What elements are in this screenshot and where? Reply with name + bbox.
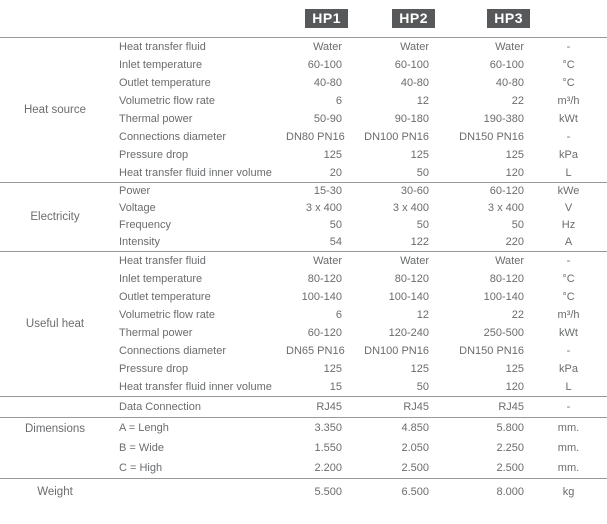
column-badge-hp3: HP3	[487, 9, 530, 28]
value-cell-hp2: 12	[416, 309, 429, 321]
unit-cell: V	[564, 202, 573, 214]
unit-cell: m³/h	[557, 309, 580, 321]
group-label: Useful heat	[0, 252, 110, 397]
param-label: Connections diameter	[119, 345, 227, 357]
value-cell-hp1: 5.500	[286, 479, 348, 507]
unit-cell: -	[566, 345, 571, 357]
unit-cell: -	[530, 38, 607, 57]
value-cell-hp2: 40-80	[400, 77, 429, 89]
value-cell-hp1: DN80 PN16	[286, 131, 345, 143]
value-cell-hp3: 250-500	[483, 327, 524, 339]
value-cell-hp3: 120	[505, 381, 524, 393]
value-cell-hp3: 80-120	[489, 273, 524, 285]
unit-cell: kg	[530, 479, 607, 507]
table-row	[0, 479, 607, 507]
param-label: A = Lengh	[110, 418, 286, 439]
value-cell-hp3: 60-120	[435, 183, 530, 201]
value-cell-hp1: 54	[329, 236, 342, 248]
param-label: Power	[110, 183, 286, 201]
unit-cell: mm.	[557, 442, 580, 454]
table-row	[0, 38, 607, 57]
param-label: Outlet temperature	[119, 77, 211, 89]
unit-cell: °C	[562, 77, 575, 89]
unit-cell: kPa	[559, 363, 578, 375]
value-cell-hp1: 2.200	[314, 462, 342, 474]
value-cell-hp2: 30-60	[348, 183, 435, 201]
value-cell-hp1: Water	[286, 252, 348, 271]
value-cell-hp2: 2.050	[401, 442, 429, 454]
value-cell-hp1: 50	[329, 219, 342, 231]
param-label: Pressure drop	[119, 149, 189, 161]
column-header-cell	[348, 0, 435, 38]
value-cell-hp1: 3.350	[286, 418, 348, 439]
param-label	[110, 479, 286, 507]
value-cell-hp2: 90-180	[394, 113, 429, 125]
value-cell-hp3: 2.250	[496, 442, 524, 454]
value-cell-hp1: 6	[335, 95, 342, 107]
group-label	[0, 397, 110, 418]
value-cell-hp3: 2.500	[496, 462, 524, 474]
value-cell-hp2: 100-140	[388, 291, 429, 303]
value-cell-hp1: 125	[323, 149, 342, 161]
table-row	[0, 183, 607, 201]
value-cell-hp2: DN100 PN16	[364, 345, 429, 357]
unit-cell: °C	[562, 273, 575, 285]
table-row	[0, 397, 607, 418]
param-label: Heat transfer fluid	[110, 252, 286, 271]
unit-cell: kWt	[559, 113, 578, 125]
param-label: Volumetric flow rate	[119, 309, 215, 321]
value-cell-hp1: RJ45	[286, 397, 348, 418]
value-cell-hp2: Water	[348, 38, 435, 57]
param-label: Intensity	[119, 236, 160, 248]
param-label: Heat transfer fluid	[110, 38, 286, 57]
value-cell-hp3: 22	[511, 309, 524, 321]
value-cell-hp2: RJ45	[348, 397, 435, 418]
value-cell-hp3: 100-140	[483, 291, 524, 303]
param-label: Pressure drop	[119, 363, 189, 375]
param-label: Heat transfer fluid inner volume	[119, 167, 272, 179]
value-cell-hp1: 3 x 400	[305, 202, 342, 214]
param-label: Thermal power	[119, 113, 193, 125]
value-cell-hp3: 8.000	[435, 479, 530, 507]
unit-cell: -	[566, 131, 571, 143]
value-cell-hp1: 50-90	[313, 113, 342, 125]
param-label: Data Connection	[110, 397, 286, 418]
value-cell-hp1: 125	[323, 363, 342, 375]
value-cell-hp2: 80-120	[394, 273, 429, 285]
param-label: Connections diameter	[119, 131, 227, 143]
group-label: Electricity	[0, 183, 110, 252]
param-label: Inlet temperature	[119, 273, 203, 285]
value-cell-hp1: 60-120	[307, 327, 342, 339]
value-cell-hp3: Water	[435, 38, 530, 57]
value-cell-hp3: DN150 PN16	[459, 131, 524, 143]
param-label: Heat transfer fluid inner volume	[119, 381, 272, 393]
header-units-spacer	[530, 0, 607, 38]
table-row	[0, 418, 607, 439]
param-label: C = High	[119, 462, 163, 474]
value-cell-hp1: 60-100	[307, 59, 342, 71]
param-label: B = Wide	[119, 442, 164, 454]
value-cell-hp3: 22	[511, 95, 524, 107]
value-cell-hp3: 120	[505, 167, 524, 179]
value-cell-hp2: 120-240	[388, 327, 429, 339]
header-row	[0, 0, 607, 38]
unit-cell: mm.	[557, 462, 580, 474]
group-label: Dimensions	[0, 418, 110, 479]
unit-cell: A	[564, 236, 573, 248]
unit-cell: L	[565, 381, 572, 393]
value-cell-hp2: DN100 PN16	[364, 131, 429, 143]
value-cell-hp1: 40-80	[313, 77, 342, 89]
value-cell-hp3: 40-80	[495, 77, 524, 89]
value-cell-hp1: 15	[329, 381, 342, 393]
unit-cell: kWe	[530, 183, 607, 201]
unit-cell: Hz	[561, 219, 576, 231]
value-cell-hp3: 3 x 400	[487, 202, 524, 214]
value-cell-hp3: DN150 PN16	[459, 345, 524, 357]
value-cell-hp2: 6.500	[348, 479, 435, 507]
value-cell-hp1: 15-30	[286, 183, 348, 201]
value-cell-hp3: 125	[505, 363, 524, 375]
value-cell-hp3: 50	[511, 219, 524, 231]
value-cell-hp2: 2.500	[401, 462, 429, 474]
value-cell-hp2: 4.850	[348, 418, 435, 439]
value-cell-hp2: 12	[416, 95, 429, 107]
value-cell-hp2: 125	[410, 363, 429, 375]
param-label: Volumetric flow rate	[119, 95, 215, 107]
unit-cell: -	[530, 397, 607, 418]
value-cell-hp3: 60-100	[489, 59, 524, 71]
unit-cell: °C	[562, 291, 575, 303]
param-label: Frequency	[119, 219, 171, 231]
param-label: Voltage	[119, 202, 156, 214]
column-badge-hp1: HP1	[305, 9, 348, 28]
value-cell-hp1: DN65 PN16	[286, 345, 345, 357]
value-cell-hp2: 3 x 400	[392, 202, 429, 214]
value-cell-hp1: 1.550	[314, 442, 342, 454]
unit-cell: mm.	[530, 418, 607, 439]
value-cell-hp3: Water	[435, 252, 530, 271]
unit-cell: °C	[562, 59, 575, 71]
value-cell-hp2: 122	[410, 236, 429, 248]
unit-cell: m³/h	[557, 95, 580, 107]
unit-cell: kWt	[559, 327, 578, 339]
unit-cell: L	[565, 167, 572, 179]
value-cell-hp2: Water	[348, 252, 435, 271]
value-cell-hp2: 50	[416, 219, 429, 231]
unit-cell: -	[530, 252, 607, 271]
value-cell-hp1: 20	[329, 167, 342, 179]
value-cell-hp1: 80-120	[307, 273, 342, 285]
value-cell-hp1: 6	[335, 309, 342, 321]
value-cell-hp3: 5.800	[435, 418, 530, 439]
column-header-cell	[286, 0, 348, 38]
group-label: Weight	[0, 479, 110, 507]
header-param-spacer	[110, 0, 286, 38]
value-cell-hp3: 220	[505, 236, 524, 248]
value-cell-hp3: RJ45	[435, 397, 530, 418]
value-cell-hp3: 190-380	[483, 113, 524, 125]
param-label: Outlet temperature	[119, 291, 211, 303]
value-cell-hp1: 100-140	[301, 291, 342, 303]
value-cell-hp2: 125	[410, 149, 429, 161]
column-header-cell	[435, 0, 530, 38]
value-cell-hp2: 50	[416, 381, 429, 393]
value-cell-hp2: 50	[416, 167, 429, 179]
param-label: Inlet temperature	[119, 59, 203, 71]
table-row	[0, 252, 607, 271]
unit-cell: kPa	[559, 149, 578, 161]
value-cell-hp3: 125	[505, 149, 524, 161]
value-cell-hp2: 60-100	[394, 59, 429, 71]
column-badge-hp2: HP2	[392, 9, 435, 28]
group-label: Heat source	[0, 38, 110, 183]
value-cell-hp1: Water	[286, 38, 348, 57]
header-group-spacer	[0, 0, 110, 38]
param-label: Thermal power	[119, 327, 193, 339]
